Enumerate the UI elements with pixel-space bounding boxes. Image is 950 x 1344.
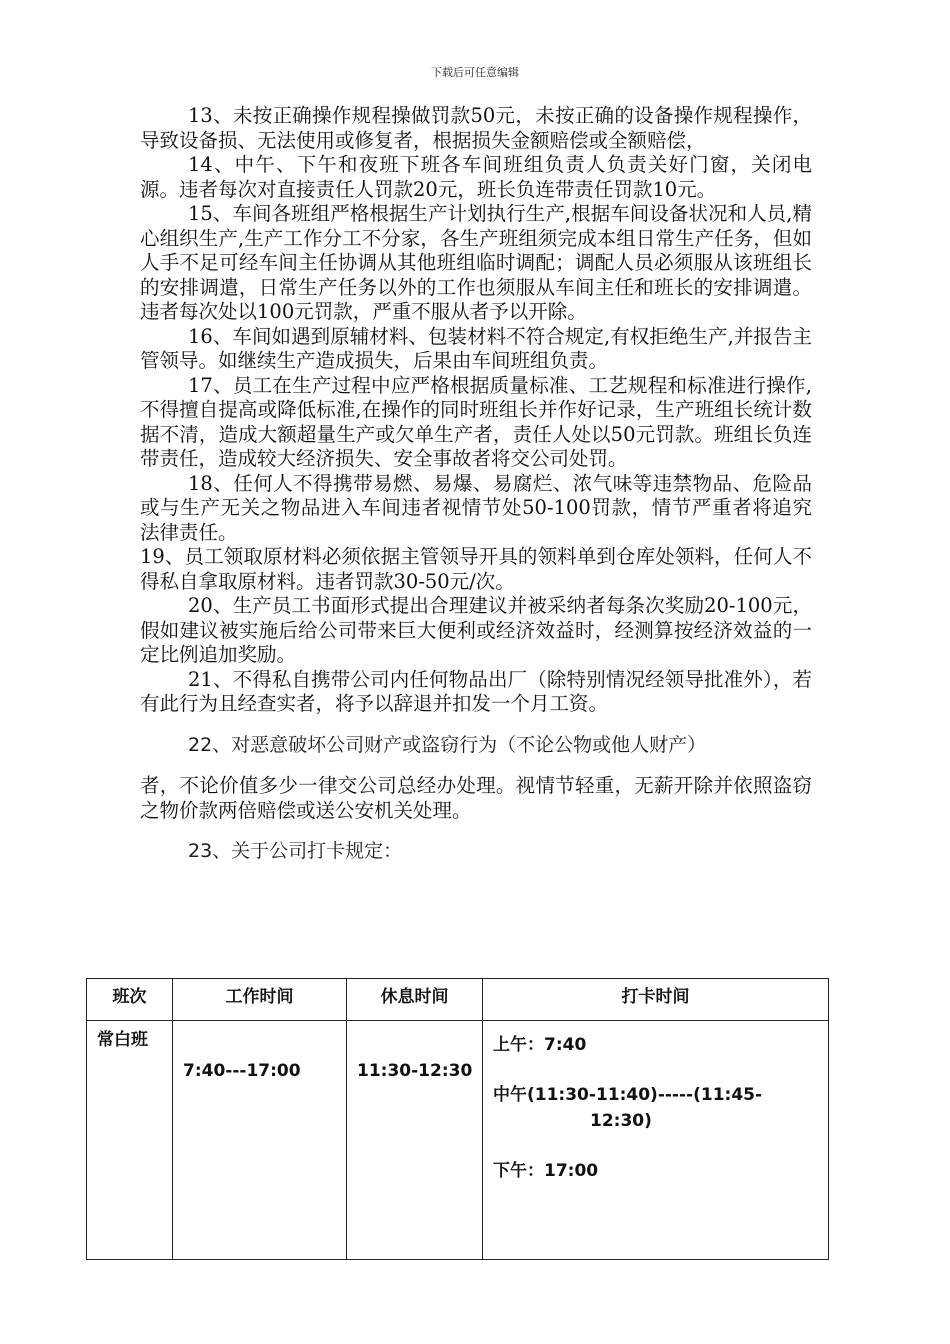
rule-23-heading: 23、关于公司打卡规定： [188,840,403,862]
punch-afternoon: 下午：17:00 [493,1161,599,1181]
rule-14: 14、中午、下午和夜班下班各车间班组负责人负责关好门窗，关闭电源。违者每次对直接责任人罚款20元，班长负连带责任罚款10元。 [140,153,812,201]
punch-noon-cont: 12:30) [590,1111,652,1131]
document-body [140,104,812,864]
rule-20: 20、生产员工书面形式提出合理建议并被采纳者每条次奖励20-100元，假如建议被实施后给公司带来巨大便利或经济效益时，经测算按经济效益的一定比例追加奖励。 [140,594,812,666]
header-shift: 班次 [87,979,173,1021]
table-header-row [87,979,829,1021]
rule-18: 18、任何人不得携带易燃、易爆、易腐烂、浓气味等违禁物品、危险品或与生产无关之物品进入车间违者视情节处50-100罚款，情节严重者将追究法律责任。 [140,471,812,544]
cell-punch-time [483,1021,829,1260]
punch-noon: 中午(11:30-11:40)-----(11:45- [493,1085,763,1105]
punch-morning: 上午：7:40 [493,1035,587,1055]
cell-work-time: 7:40---17:00 [173,1021,347,1260]
cell-rest-time: 11:30-12:30 [347,1021,483,1260]
rule-13: 13、未按正确操作规程操做罚款50元，未按正确的设备操作规程操作，导致设备损、无法使用或修复者，根据损失金额赔偿或全额赔偿， [140,104,812,152]
rule-22-heading: 22、对恶意破坏公司财产或盗窃行为（不论公物或他人财产） [188,733,707,756]
rule-22-body: 者，不论价值多少一律交公司总经办处理。视情节轻重，无薪开除并依照盗窃之物价款两倍赔偿或送公安机关处理。 [140,774,812,822]
table-row [87,1021,829,1260]
rule-16: 16、车间如遇到原辅材料、包装材料不符合规定,有权拒绝生产,并报告主管领导。如继续生产造成损失，后果由车间班组负责。 [140,324,812,372]
rule-15: 15、车间各班组严格根据生产计划执行生产,根据车间设备状况和人员,精心组织生产,生产工作分工不分家，各生产班组须完成本组日常生产任务，但如人手不足可经车间主任协调从其他班组临时调配；调配人员必须服从该班组长的安排调遣，日常生产任务以外的工作也须服从车间主任和班长的安排调遣。违者每次处以100元罚款，严重不服从者予以开除。 [140,202,812,323]
cell-shift: 常白班 [87,1021,173,1260]
header-rest-time: 休息时间 [347,979,483,1021]
rule-19: 19、员工领取原材料必须依据主管领导开具的领料单到仓库处领料，任何人不得私自拿取原材料。违者罚款30-50元/次。 [140,545,812,593]
header-work-time: 工作时间 [173,979,347,1021]
page-header: 下载后可任意编辑 [431,66,519,79]
rule-21: 21、不得私自携带公司内任何物品出厂（除特别情况经领导批准外），若有此行为且经查实者，将予以辞退并扣发一个月工资。 [140,667,812,715]
rule-17: 17、员工在生产过程中应严格根据质量标准、工艺规程和标准进行操作,不得擅自提高或降低标准,在操作的同时班组长并作好记录，生产班组长统计数据不清，造成大额超量生产或欠单生产者，责任人处以50元罚款。班组长负连带责任，造成较大经济损失、安全事故者将交公司处罚。 [140,373,812,470]
punch-schedule-table [86,978,829,1260]
header-punch-time: 打卡时间 [483,979,829,1021]
